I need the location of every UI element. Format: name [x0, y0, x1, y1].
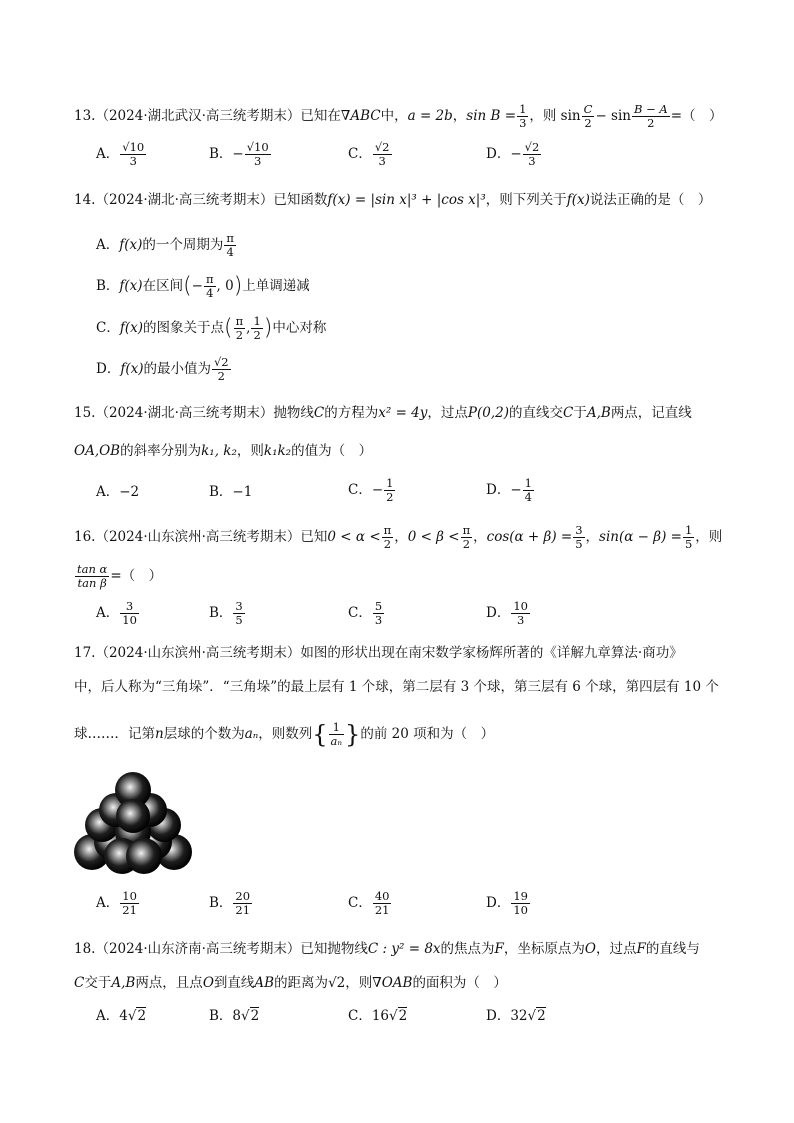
q13-prefix: 13.（2024·湖北武汉·高三统考期末）已知在: [74, 108, 341, 124]
q15-option-c[interactable]: C．− $\frac{1}{2}$: [348, 476, 394, 504]
q17-option-d[interactable]: D． $\frac{19}{10}$: [486, 889, 528, 917]
ball-stack-svg: [72, 770, 194, 878]
q18-stem-line1: 18.（2024·山东济南·高三统考期末）已知抛物线C : y² = 8x的焦点为F，坐标原点为O，过点F的直线与: [74, 941, 700, 957]
q16-option-b[interactable]: B． $\frac{3}{5}$: [209, 599, 243, 627]
q15-option-b[interactable]: B．−1: [209, 484, 253, 500]
q18-options: [96, 1006, 656, 1046]
q15-options: [96, 477, 656, 517]
ball: [116, 799, 150, 833]
q16-stem-line1: 16.（2024·山东滨州·高三统考期末）已知0 < α < $\frac{\pi}{2}$ ，0 < β < $\frac{\pi}{2}$ ，cos(α + β) = $\frac{3}{5}$ ，sin(α − β) = $\frac{1}{5}$ ，则: [74, 523, 723, 551]
q13-c-frac: $\frac{C}{2}$: [583, 102, 593, 130]
q13-stem: 13.（2024·湖北武汉·高三统考期末）已知在∇ABC中，a = 2b，sin B = $\frac{1}{3}$ ，则 sin $\frac{C}{2}$ − sin $\frac{B - A}{2}$ =（ ）: [74, 102, 723, 130]
q13-option-c[interactable]: C． $\frac{√2}{3}$: [348, 140, 390, 168]
q14-option-c[interactable]: C．f(x)的图象关于点( $\frac{\pi}{2}$ , $\frac{1}{2}$ )中心对称: [96, 314, 327, 342]
q13-end: =（ ）: [670, 108, 723, 124]
q14-function: f(x) = |sin x|³ + |cos x|³: [327, 192, 486, 208]
q14-option-a[interactable]: A．f(x)的一个周期为 $\frac{\pi}{4}$: [96, 231, 234, 259]
ball-group: [74, 772, 192, 874]
q13-condition: a = 2b: [407, 108, 453, 124]
q16-stem-line2: $\frac{\text{tan α}}{\text{tan β}}$ =（ ）: [77, 562, 163, 590]
q17-option-c[interactable]: C． $\frac{40}{21}$: [348, 889, 390, 917]
q13-option-d[interactable]: D．− $\frac{√2}{3}$: [486, 140, 540, 168]
q17-options: [96, 890, 656, 930]
q17-stem-line3: 球……．记第n层球的个数为aₙ，则数列{ $\frac{1}{\text{aₙ}}$ }的前 20 项和为（ ）: [74, 720, 495, 749]
q17-option-a[interactable]: A． $\frac{10}{21}$: [96, 889, 137, 917]
q14-option-d[interactable]: D．f(x)的最小值为 $\frac{√2}{2}$: [96, 355, 229, 383]
q13-sinb-frac: $\frac{1}{3}$: [519, 102, 527, 130]
q16-option-a[interactable]: A． $\frac{3}{10}$: [96, 599, 137, 627]
q13-option-a[interactable]: A． $\frac{√10}{3}$: [96, 140, 145, 168]
q18-option-b[interactable]: B．8√2: [209, 1008, 260, 1024]
q16-option-d[interactable]: D． $\frac{10}{3}$: [486, 599, 528, 627]
q13-options: [96, 141, 656, 181]
q13-mid: 中，: [380, 108, 408, 124]
q13-sinb-label: sin B =: [466, 108, 517, 124]
q15-stem-line2: OA,OB的斜率分别为k₁, k₂，则k₁k₂的值为（ ）: [74, 443, 373, 459]
q13-minus-sin: − sin: [595, 108, 631, 124]
triangular-ball-stack-figure: [72, 770, 194, 878]
q17-stem-line1: 17.（2024·山东滨州·高三统考期末）如图的形状出现在南宋数学家杨辉所著的《详解九章算法·商功》: [74, 645, 683, 661]
q15-option-a[interactable]: A．−2: [96, 484, 140, 500]
q13-triangle: ∇ABC: [340, 108, 381, 124]
q16-option-c[interactable]: C． $\frac{5}{3}$: [348, 599, 383, 627]
q13-ba-frac: $\frac{B - A}{2}$: [633, 102, 668, 130]
q17-option-b[interactable]: B． $\frac{20}{21}$: [209, 889, 251, 917]
q16-options: [96, 600, 656, 640]
q18-stem-line2: C交于A,B两点，且点O到直线AB的距离为√2，则∇OAB的面积为（ ）: [74, 975, 507, 991]
q14-option-b[interactable]: B．f(x)在区间(− $\frac{\pi}{4}$ , 0)上单调递减: [96, 272, 310, 300]
ball: [126, 838, 162, 874]
q17-stem-line2: 中，后人称为“三角垛”．“三角垛”的最上层有 1 个球，第二层有 3 个球，第三层有 6 个球，第四层有 10 个: [74, 679, 719, 695]
q18-option-a[interactable]: A．4√2: [96, 1008, 147, 1024]
q15-option-d[interactable]: D．− $\frac{1}{4}$: [486, 476, 532, 504]
q15-stem-line1: 15.（2024·湖北·高三统考期末）抛物线C的方程为x² = 4y，过点P(0,2)的直线交C于A,B两点，记直线: [74, 405, 692, 421]
q13-option-b[interactable]: B．− $\frac{√10}{3}$: [209, 140, 269, 168]
q14-stem: 14.（2024·湖北·高三统考期末）已知函数f(x) = |sin x|³ + |cos x|³，则下列关于f(x)说法正确的是（ ）: [74, 192, 712, 208]
q13-then: ，则 sin: [529, 108, 581, 124]
q18-option-c[interactable]: C．16√2: [348, 1008, 408, 1024]
q18-option-d[interactable]: D．32√2: [486, 1008, 546, 1024]
